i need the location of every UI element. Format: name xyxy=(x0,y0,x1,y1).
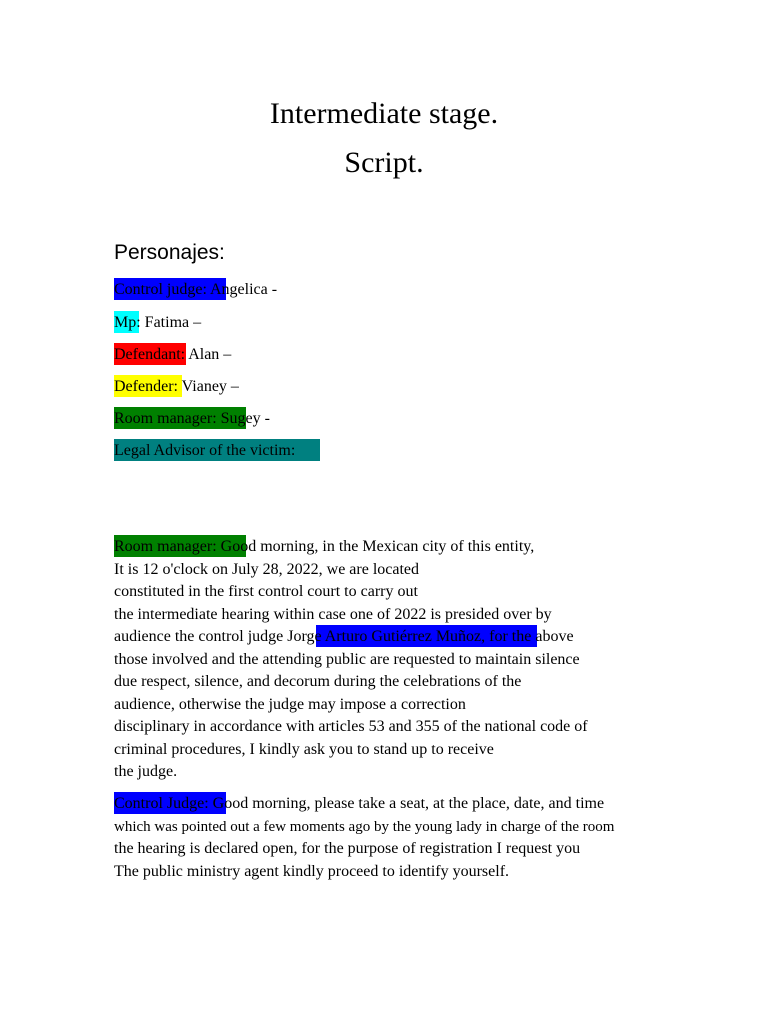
title-line-2: Script. xyxy=(344,146,424,179)
scene1-line: audience the control judge Jorge Arturo Gutiérrez Muñoz, for the above xyxy=(114,628,574,645)
scene1-line: the judge. xyxy=(114,763,178,780)
cast-legal-advisor: Legal Advisor of the victim: xyxy=(114,442,296,459)
scene1-line: It is 12 o'clock on July 28, 2022, we are located xyxy=(114,561,420,578)
scene2-line: which was pointed out a few moments ago by the young lady in charge of the room xyxy=(114,819,615,835)
title-line-1: Intermediate stage. xyxy=(269,97,499,130)
scene1-line: due respect, silence, and decorum during the celebrations of the xyxy=(114,673,522,690)
scene2-line: the hearing is declared open, for the purpose of registration I request you xyxy=(114,840,581,857)
cast-control-judge: Control judge: Angelica - xyxy=(114,281,278,298)
scene1-line: constituted in the first control court to carry out xyxy=(114,583,418,600)
scene1-line: those involved and the attending public are requested to maintain silence xyxy=(114,651,580,668)
cast-heading: Personajes: xyxy=(114,241,225,264)
scene1-line: Room manager: Good morning, in the Mexican city of this entity, xyxy=(114,538,535,555)
scene1-line: disciplinary in accordance with articles 53 and 355 of the national code of xyxy=(114,718,588,735)
scene2-line: The public ministry agent kindly proceed to identify yourself. xyxy=(114,863,510,880)
cast-room-manager: Room manager: Sugey - xyxy=(114,410,270,427)
scene2-line: Control Judge: Good morning, please take a seat, at the place, date, and time xyxy=(114,795,605,812)
scene1-line: criminal procedures, I kindly ask you to stand up to receive xyxy=(114,741,494,758)
scene1-line: audience, otherwise the judge may impose a correction xyxy=(114,696,466,713)
cast-mp: Mp: Fatima – xyxy=(114,314,202,331)
cast-defender: Defender: Vianey – xyxy=(114,378,239,395)
scene1-line: the intermediate hearing within case one of 2022 is presided over by xyxy=(114,606,552,623)
cast-defendant: Defendant: Alan – xyxy=(114,346,232,363)
